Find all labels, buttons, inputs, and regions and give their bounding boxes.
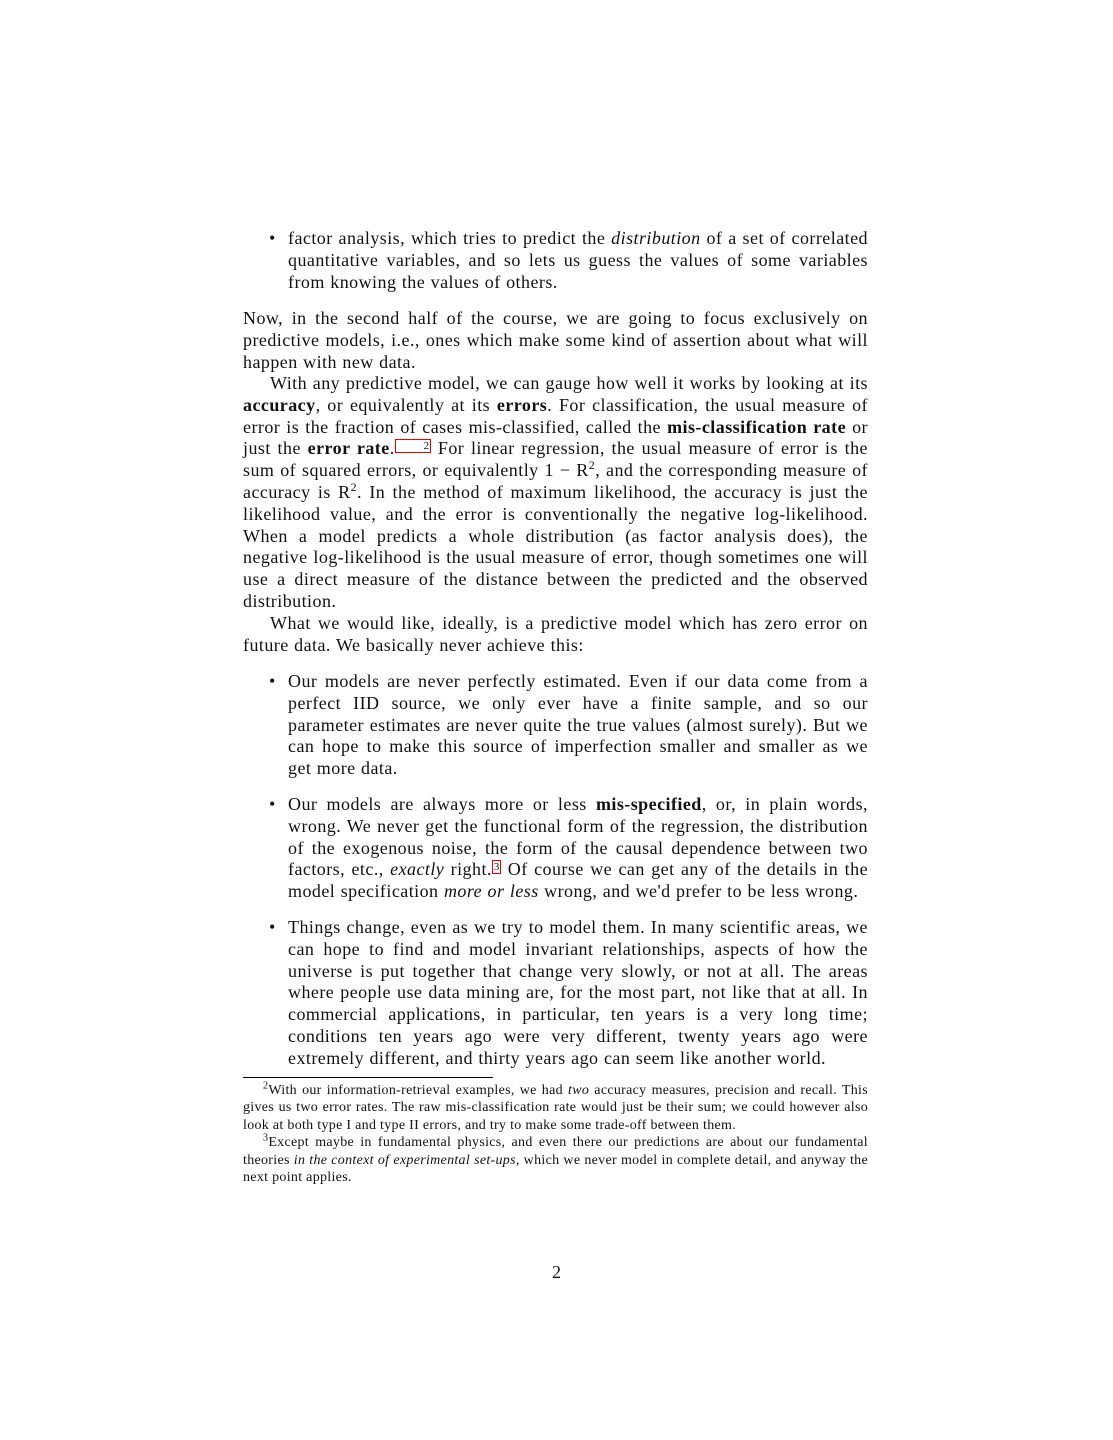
- text: , or, in plain words, wrong. We never get the functional form of the regression, the distribution of the exogenous noise, the form of the causal dependence between two factors, etc.,: [288, 794, 868, 880]
- emphasis: two: [568, 1083, 590, 1098]
- text: Of course we can get any of the details in the model specification: [288, 859, 869, 902]
- text: wrong, and we'd prefer to be less wrong.: [538, 881, 859, 902]
- term-accuracy: accuracy: [243, 394, 316, 415]
- superscript: 2: [350, 479, 358, 494]
- emphasis: exactly: [390, 859, 445, 880]
- term-misclassification-rate: mis-classification rate: [667, 416, 847, 437]
- bullet-icon: •: [269, 917, 276, 937]
- text: Things change, even as we try to model them. In many scientific areas, we can hope to find and model invariant relationships, aspects of how the universe is put together that change very slowly, or not at all. The areas where people use data mining are, for the most part, not like that at all. In commercial applications, in particular, ten years is a very long time; conditions ten years ago were very different, twenty years ago were extremely different, and thirty years ago can seem like another world.: [288, 917, 868, 1068]
- footnote-3: [243, 1134, 868, 1186]
- term-errors: errors: [496, 394, 548, 415]
- footnote-mark: 3: [263, 1132, 269, 1144]
- superscript: 2: [588, 458, 596, 473]
- term-mis-specified: mis-specified: [595, 794, 702, 814]
- list-item: [269, 228, 868, 293]
- emphasis: distribution: [611, 228, 701, 248]
- list-item: [269, 671, 868, 780]
- text: Except maybe in fundamental physics, and even there our predictions are about our fundamental theories: [243, 1135, 868, 1168]
- footnote-mark: 2: [263, 1080, 269, 1092]
- list-item: [269, 794, 869, 903]
- text: With any predictive model, we can gauge how well it works by looking at its: [270, 373, 868, 393]
- footnote-link-2[interactable]: 2: [395, 439, 432, 453]
- text: With our information-retrieval examples, we had: [268, 1083, 569, 1098]
- emphasis: in the context of experimental set-ups: [293, 1152, 516, 1168]
- text: What we would like, ideally, is a predictive model which has zero error on future data. We basically never achieve this:: [243, 613, 868, 655]
- text: of a set of correlated quantitative variables, and so lets us guess the values of some variables from knowing the values of others.: [288, 228, 868, 292]
- text: right.: [444, 859, 492, 880]
- text: For linear regression, the usual measure of error is the sum of squared errors, or equivalently 1 − R: [243, 438, 868, 481]
- text: factor analysis, which tries to predict the: [288, 228, 612, 248]
- text: , which we never model in complete detail, and anyway the next point applies.: [243, 1152, 868, 1186]
- footnote-link-3[interactable]: 3: [493, 861, 500, 874]
- paragraph-accuracy: [243, 373, 868, 613]
- text: . For classification, the usual measure of error is the fraction of cases mis-classified, called the: [243, 394, 868, 437]
- paragraph-ideal: [243, 613, 868, 657]
- text: Now, in the second half of the course, we are going to focus exclusively on predictive models, i.e., ones which make some kind of assertion about what will happen with new data.: [243, 308, 868, 372]
- text: .: [389, 438, 395, 459]
- text: , and the corresponding measure of accuracy is R: [243, 460, 868, 502]
- term-error-rate: error rate: [307, 438, 390, 459]
- text: Our models are never perfectly estimated. Even if our data come from a perfect IID source, we only ever have a finite sample, and so our parameter estimates are never quite the true values (almost surely). But we can hope to make this source of imperfection smaller and smaller as we get more data.: [288, 671, 868, 779]
- footnote-rule: [243, 1077, 493, 1078]
- text: . In the method of maximum likelihood, the accuracy is just the likelihood value, and the error is conventionally the negative log-likelihood. When a model predicts a whole distribution (as factor analysis does), the negative log-likelihood is the usual measure of error, though sometimes one will use a direct measure of the distance between the predicted and the observed distribution.: [243, 481, 868, 611]
- text: Our models are always more or less: [288, 794, 596, 814]
- bullet-icon: •: [269, 794, 276, 814]
- bullet-icon: •: [269, 228, 276, 248]
- list-item: [269, 917, 868, 1070]
- footnote-2: [243, 1082, 868, 1134]
- text: accuracy measures, precision and recall. This gives us two error rates. The raw mis-classification rate would just be their sum; we could however also look at both type I and type II errors, and try to make some trade-off between them.: [243, 1083, 868, 1133]
- text: , or equivalently at its: [315, 394, 497, 415]
- paragraph-now: [243, 308, 868, 373]
- footnotes: [243, 1082, 868, 1186]
- page-number: 2: [552, 1262, 561, 1282]
- emphasis: more or less: [443, 881, 539, 902]
- text: or just the: [243, 416, 868, 459]
- bullet-icon: •: [269, 671, 276, 691]
